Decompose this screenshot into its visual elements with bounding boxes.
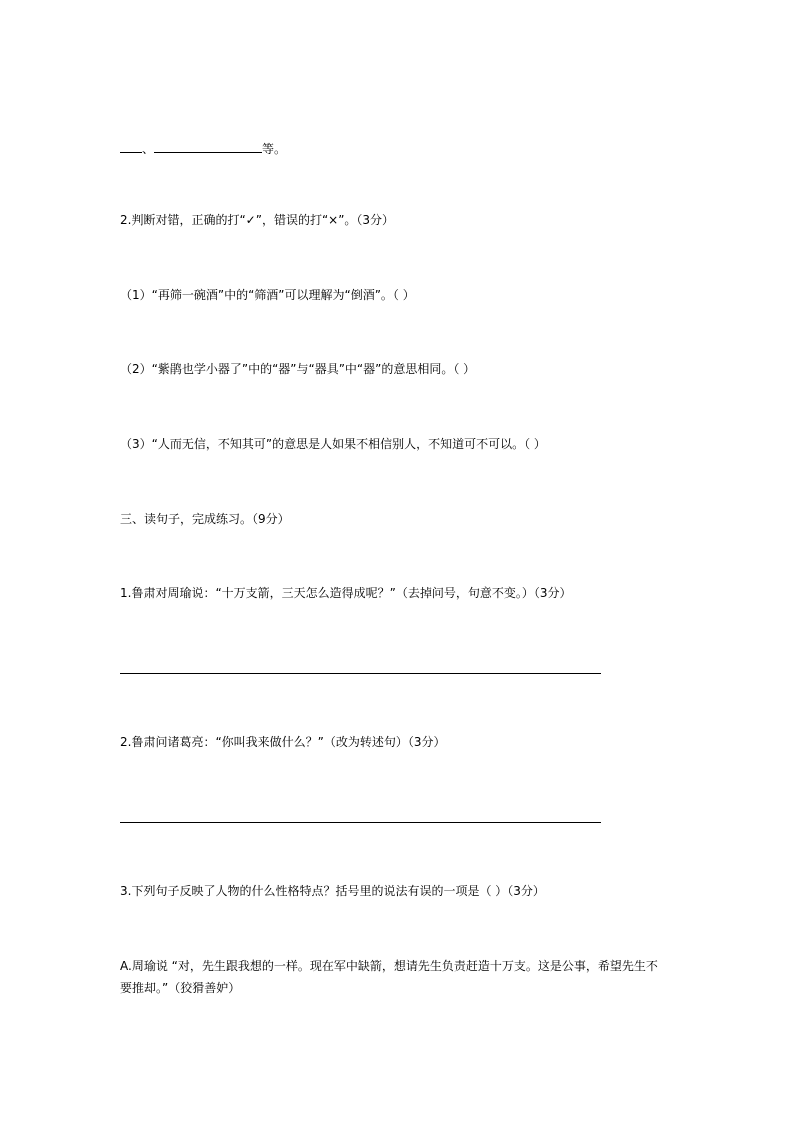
question-2-item-1: （1）“再筛一碗酒”中的“筛酒”可以理解为“倒酒”。（ ） (120, 288, 415, 302)
question-2-title: 2.判断对错，正确的打“✓”，错误的打“×”。（3分） (120, 213, 395, 227)
answer-line-2[interactable] (120, 822, 601, 823)
question-2-item-3: （3）“人而无信，不知其可”的意思是人如果不相信别人，不知道可不可以。（ ） (120, 437, 546, 451)
question-2-item-2: （2）“紫鹃也学小器了”中的“器”与“器具”中“器”的意思相同。（ ） (120, 362, 476, 376)
blank-long[interactable] (154, 140, 262, 153)
section-3-question-1: 1.鲁肃对周瑜说：“十万支箭，三天怎么造得成呢？”（去掉问号，句意不变。）（3分） (120, 586, 572, 600)
answer-line-1[interactable] (120, 673, 601, 674)
blank-short[interactable] (120, 140, 142, 153)
section-3-question-2: 2.鲁肃问诸葛亮：“你叫我来做什么？”（改为转述句）（3分） (120, 735, 446, 749)
section-3-question-3: 3.下列句子反映了人物的什么性格特点？括号里的说法有误的一项是（ ）（3分） (120, 884, 545, 898)
fill-blank-suffix: 等。 (262, 142, 287, 156)
section-3-title: 三、读句子，完成练习。（9分） (120, 512, 290, 526)
option-a: A.周瑜说 “对，先生跟我想的一样。现在军中缺箭，想请先生负责赶造十万支。这是公事，希望先生不要推却。”（狡猾善妒） (120, 959, 658, 995)
fill-blank-line (120, 140, 286, 157)
blank-separator: 、 (142, 142, 155, 156)
